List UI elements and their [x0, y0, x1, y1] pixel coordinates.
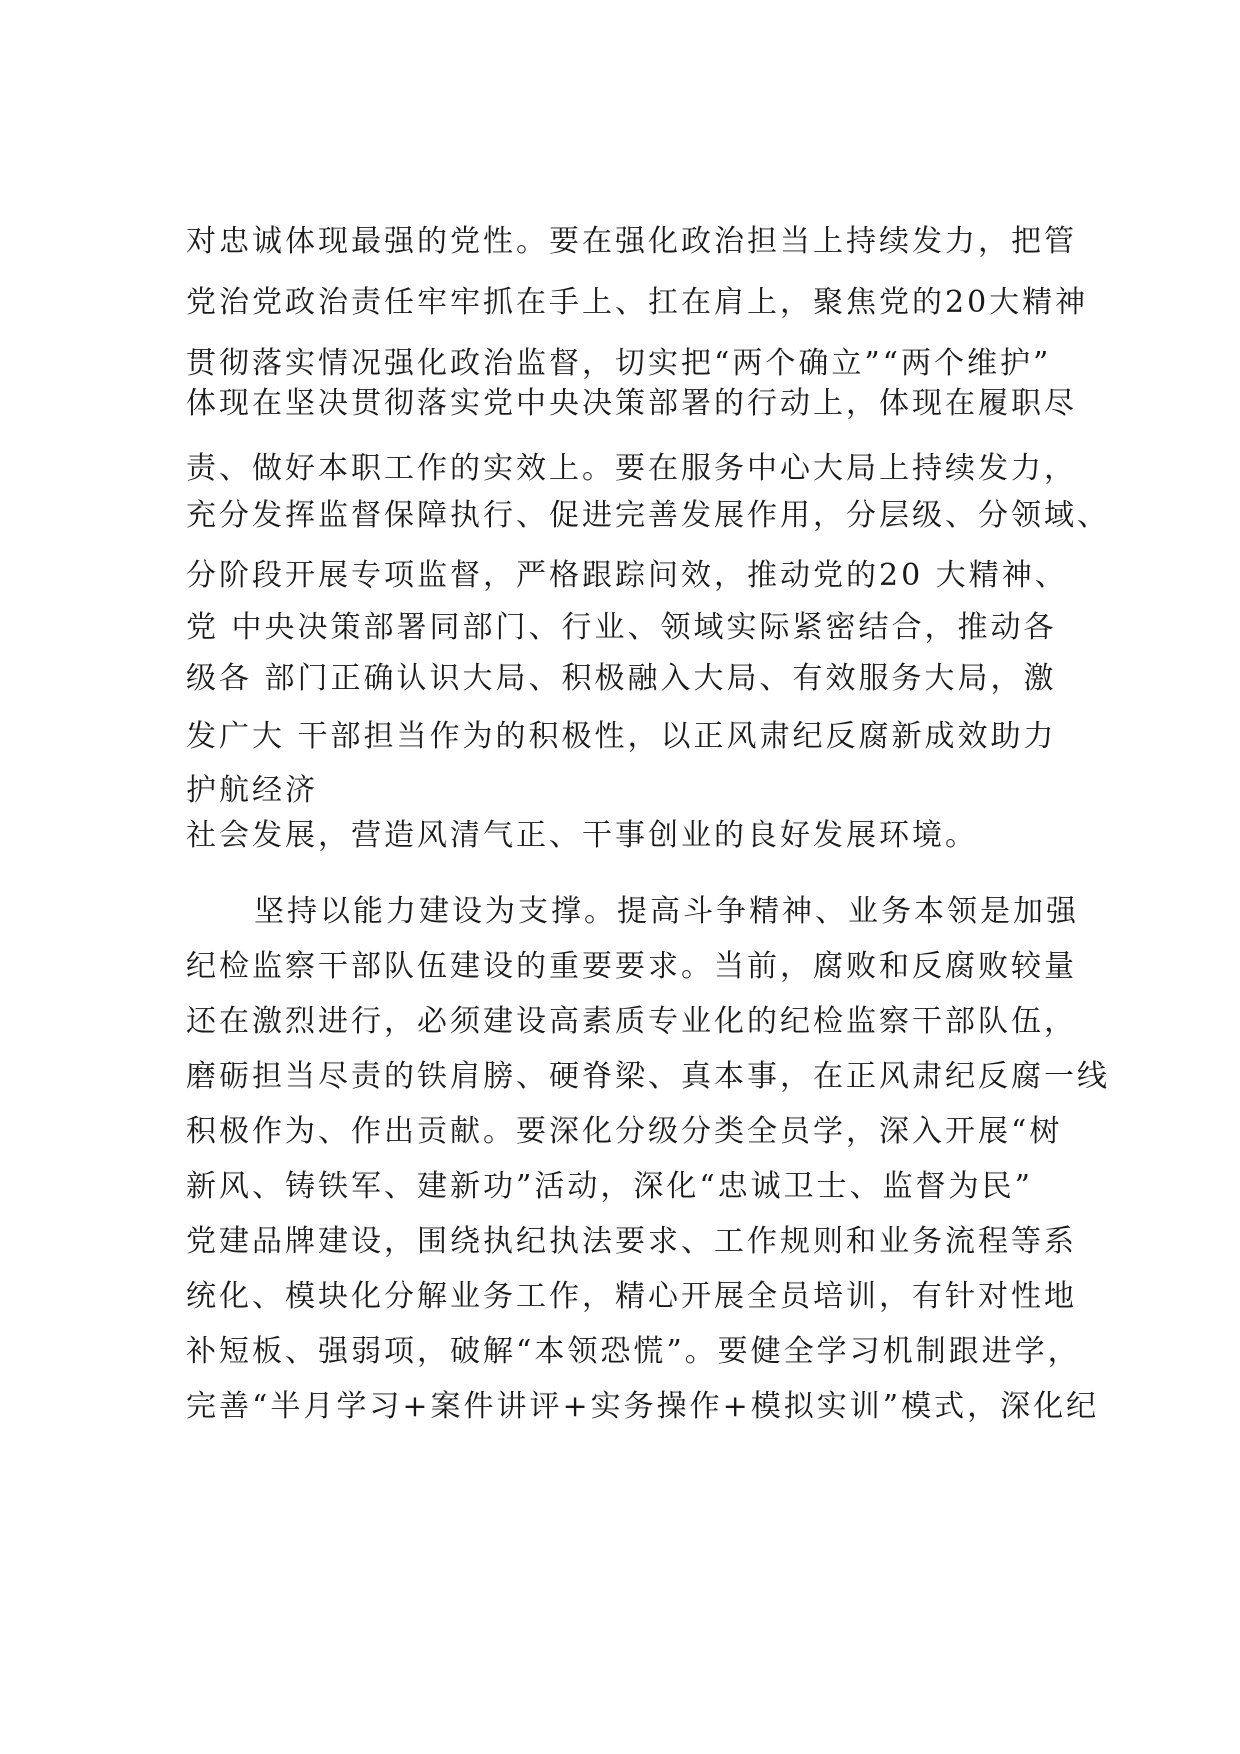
paragraph-1-line: 分阶段开展专项监督，严格跟踪问效，推动党的20 大精神、: [186, 558, 1068, 593]
paragraph-2-line: 还在激烈进行，必须建设高素质专业化的纪检监察干部队伍，: [186, 1004, 1077, 1039]
paragraph-1-line: 党治党政治责任牢牢抓在手上、扛在肩上，聚焦党的20大精神: [186, 285, 1089, 320]
paragraph-2-line: 完善“半月学习+案件讲评+实务操作+模拟实训”模式，深化纪: [186, 1389, 1100, 1424]
paragraph-1-line: 贯彻落实情况强化政治监督，切实把“两个确立”“两个维护”: [186, 346, 1052, 381]
paragraph-2-line: 党建品牌建设，围绕执纪执法要求、工作规则和业务流程等系: [186, 1224, 1077, 1259]
paragraph-1-line: 对忠诚体现最强的党性。要在强化政治担当上持续发力，把管: [186, 224, 1077, 259]
paragraph-1-line: 充分发挥监督保障执行、促进完善发展作用，分层级、分领域、: [186, 498, 1110, 533]
paragraph-1-line: 社会发展，营造风清气正、干事创业的良好发展环境。: [186, 818, 978, 853]
paragraph-1-line: 责、做好本职工作的实效上。要在服务中心大局上持续发力，: [186, 451, 1077, 486]
paragraph-1-line: 体现在坚决贯彻落实党中央决策部署的行动上，体现在履职尽: [186, 386, 1077, 421]
paragraph-2-line: 磨砺担当尽责的铁肩膀、硬脊梁、真本事，在正风肃纪反腐一线: [186, 1059, 1110, 1094]
paragraph-2-line: 统化、模块化分解业务工作，精心开展全员培训，有针对性地: [186, 1279, 1077, 1314]
paragraph-1-line: 级各 部门正确认识大局、积极融入大局、有效服务大局，激: [186, 661, 1057, 696]
paragraph-2-line: 新风、铸铁军、建新功”活动，深化“忠诚卫士、监督为民”: [186, 1169, 1034, 1204]
paragraph-2-line: 纪检监察干部队伍建设的重要要求。当前，腐败和反腐败较量: [186, 949, 1077, 984]
paragraph-1-line: 护航经济: [186, 773, 318, 808]
paragraph-2-line: 坚持以能力建设为支撑。提高斗争精神、业务本领是加强: [254, 894, 1079, 929]
paragraph-1-line: 党 中央决策部署同部门、行业、领域实际紧密结合，推动各: [186, 610, 1057, 645]
paragraph-1-line: 发广大 干部担当作为的积极性，以正风肃纪反腐新成效助力: [186, 719, 1057, 754]
paragraph-2-line: 补短板、强弱项，破解“本领恐慌”。要健全学习机制跟进学，: [186, 1334, 1081, 1369]
paragraph-2-line: 积极作为、作出贡献。要深化分级分类全员学，深入开展“树: [186, 1114, 1063, 1149]
